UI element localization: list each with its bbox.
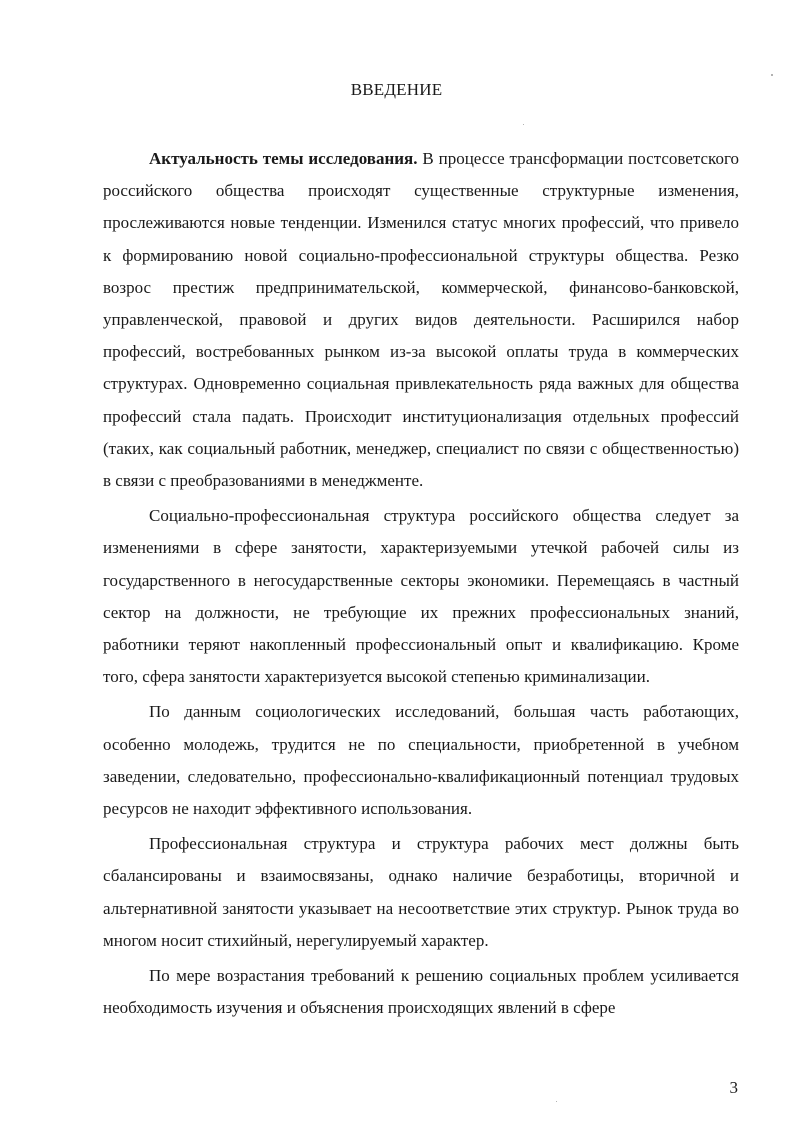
paragraph-relevance (103, 143, 739, 497)
scan-speck (523, 124, 524, 125)
paragraph-structure: Профессиональная структура и структура рабочих мест должны быть сбалансированы и взаимосвязаны, однако наличие безработицы, вторичной и альтернативной занятости указывает на несоответствие этих структур. Рынок труда во многом носит стихийный, нерегулируемый характер. (103, 834, 739, 950)
page-number: 3 (729, 1078, 738, 1097)
paragraph-surveys: По данным социологических исследований, большая часть работающих, особенно молодежь, трудится не по специальности, приобретенной в учебном заведении, следовательно, профессионально-квалификационный потенциал трудовых ресурсов не находит эффективного использования. (103, 702, 739, 819)
paragraph-employment: Социально-профессиональная структура российского общества следует за изменениями в сфере занятости, характеризуемыми утечкой рабочей силы из государственного в негосударственные секторы экономики. Перемещаясь в частный сектор на должности, не требующие их прежних профессиональных знаний, работники теряют накопленный профессиональный опыт и квалификацию. Кроме того, сфера занятости характеризуется высокой степенью криминализации. (103, 506, 739, 687)
paragraph-text: В процессе трансформации постсоветского российского общества происходят существенные структурные изменения, прослеживаются новые тенденции. Изменился статус многих профессий, что привело к формированию новой социально-профессиональной структуры общества. Резко возрос престиж предпринимательской, коммерческой, финансово-банковской, управленческой, правовой и других видов деятельности. Расширился набор профессий, востребованных рынком из-за высокой оплаты труда в коммерческих структурах. Одновременно социальная привлекательность ряда важных для общества профессий стала падать. Происходит институционализация отдельных профессий (таких, как социальный работник, менеджер, специалист по связи с общественностью) в связи с преобразованиями в менеджменте. (103, 149, 740, 491)
page-title: ВВЕДЕНИЕ (350, 80, 443, 99)
scan-speck (771, 74, 773, 76)
scan-speck (556, 1101, 557, 1102)
paragraph-requirements: По мере возрастания требований к решению социальных проблем усиливается необходимость изучения и объяснения происходящих явлений в сфере (103, 966, 739, 1018)
paragraph-lead: Актуальность темы исследования. (149, 149, 418, 168)
body-text (103, 143, 739, 1024)
